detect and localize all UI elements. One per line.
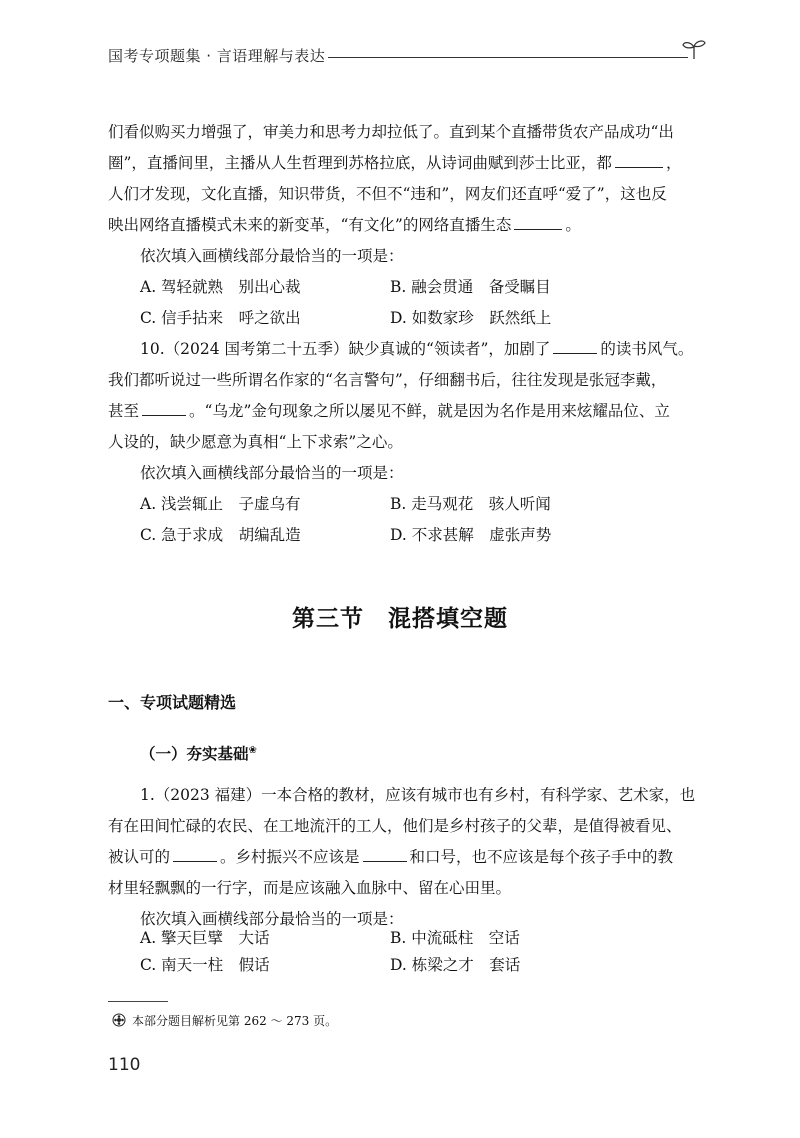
para-text: ， — [665, 154, 682, 172]
option-d: D. 栋梁之才 套话 — [390, 956, 521, 974]
answer-blank — [363, 846, 407, 862]
option-b: B. 走马观花 骇人听闻 — [390, 495, 551, 513]
question-prompt: 依次填入画横线部分最恰当的一项是： — [140, 910, 404, 928]
footnote-mark-icon: ❀ — [248, 744, 257, 756]
answer-blank — [514, 214, 562, 230]
question-line: 我们都听说过一些所谓名作家的“名言警句”，仔细翻书后，往往发现是张冠李戴， — [108, 371, 667, 389]
header-title: 国考专项题集 · 言语理解与表达 — [108, 47, 326, 65]
question-text: 和口号，也不应该是每个孩子手中的教 — [409, 848, 674, 866]
answer-blank — [615, 152, 663, 168]
option-c: C. 南天一柱 假话 — [140, 956, 270, 974]
option-a: A. 浅尝辄止 子虚乌有 — [140, 495, 301, 513]
question-line: 1.（2023 福建）一本合格的教材，应该有城市也有乡村，有科学家、艺术家，也 — [140, 786, 696, 804]
question-line — [140, 334, 700, 365]
running-header — [108, 41, 703, 71]
header-rule — [328, 57, 688, 58]
question-prompt: 依次填入画横线部分最恰当的一项是： — [140, 464, 404, 482]
option-d: D. 不求甚解 虚张声势 — [390, 526, 552, 544]
page-number: 110 — [108, 1055, 141, 1075]
option-b: B. 中流砥柱 空话 — [390, 929, 520, 947]
subsection-title: 一、专项试题精选 — [108, 693, 237, 712]
option-d: D. 如数家珍 跃然纸上 — [390, 309, 552, 327]
para-line — [108, 148, 698, 179]
question-line: 材里轻飘飘的一行字，而是应该融入血脉中、留在心田里。 — [108, 879, 512, 897]
para-text: 圈”，直播间里，主播从人生哲理到苏格拉底，从诗词曲赋到莎士比亚，都 — [108, 154, 612, 172]
flower-icon — [112, 1013, 126, 1027]
option-c: C. 信手拈来 呼之欲出 — [140, 309, 301, 327]
question-text: 。乡村振兴不应该是 — [220, 848, 360, 866]
question-line: 人设的，缺少愿意为真相“上下求索”之心。 — [108, 433, 403, 451]
footnote-text: 本部分题目解析见第 262 ～ 273 页。 — [132, 1014, 338, 1028]
para-line: 们看似购买力增强了，审美力和思考力却拉低了。直到某个直播带货农产品成功“出 — [108, 123, 674, 141]
question-text: 甚至 — [108, 402, 140, 420]
para-line: 人们才发现，文化直播，知识带货，不但不“违和”，网友们还直呼“爱了”，这也反 — [108, 185, 667, 203]
question-prompt: 依次填入画横线部分最恰当的一项是： — [140, 247, 404, 265]
option-a: A. 驾轻就熟 别出心裁 — [140, 278, 301, 296]
option-a: A. 擎天巨擘 大话 — [140, 929, 270, 947]
subsection-subtitle — [140, 742, 257, 764]
question-line — [108, 396, 698, 427]
answer-blank — [173, 846, 217, 862]
subsection-subtitle-text: （一）夯实基础 — [140, 745, 249, 763]
option-b: B. 融会贯通 备受瞩目 — [390, 278, 551, 296]
sprout-icon — [680, 37, 708, 61]
question-text: 。“乌龙”金句现象之所以屡见不鲜，就是因为名作是用来炫耀品位、立 — [189, 402, 670, 420]
para-text: 。 — [565, 216, 581, 234]
question-line — [108, 842, 698, 873]
question-text: 被认可的 — [108, 848, 171, 866]
footnote-rule — [108, 1001, 168, 1002]
question-text: 10.（2024 国考第二十五季）缺少真诚的“领读者”，加剧了 — [140, 340, 551, 358]
para-line — [108, 210, 698, 241]
question-line: 有在田间忙碌的农民、在工地流汗的工人，他们是乡村孩子的父辈，是值得被看见、 — [108, 817, 682, 835]
question-text: 的读书风气。 — [600, 340, 694, 358]
section-title: 第三节 混搭填空题 — [292, 606, 508, 632]
para-text: 映出网络直播模式未来的新变革，“有文化”的网络直播生态 — [108, 216, 512, 234]
answer-blank — [553, 338, 597, 354]
answer-blank — [142, 400, 186, 416]
option-c: C. 急于求成 胡编乱造 — [140, 526, 301, 544]
